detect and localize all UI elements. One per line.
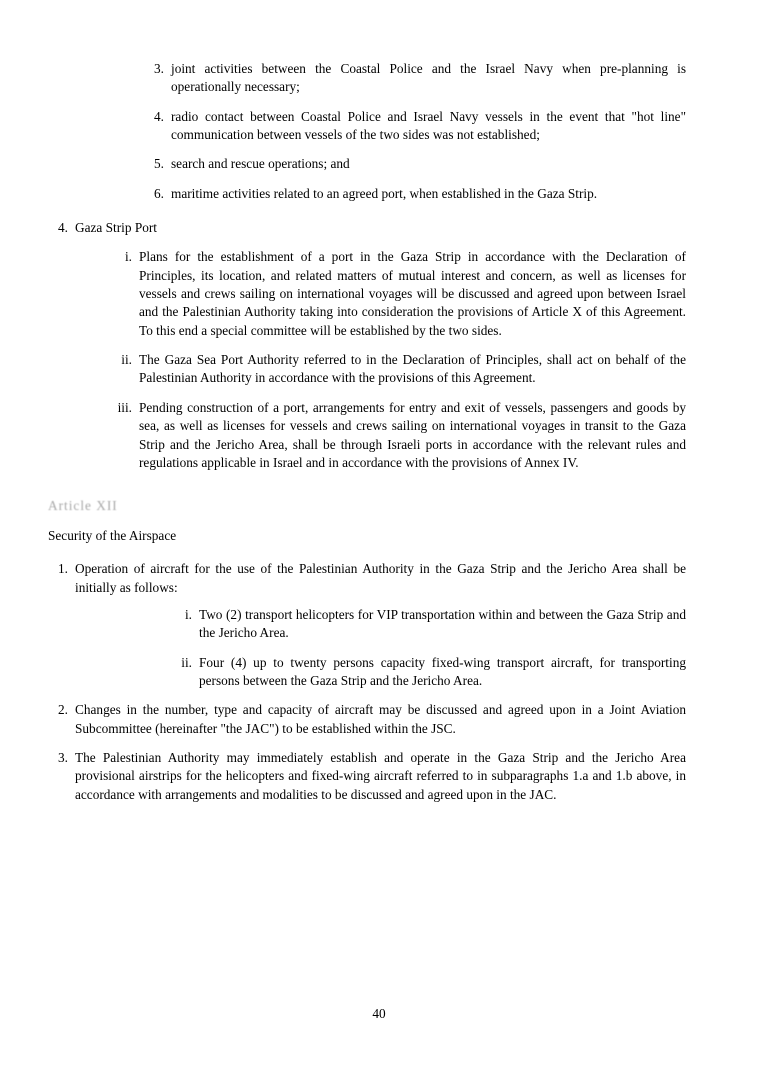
list-marker: ii. [181, 654, 192, 670]
list-marker: 2. [58, 702, 68, 718]
list-text: The Palestinian Authority may immediately establish and operate in the Gaza Strip and the Jericho Area provisional airstrips for the helicopters and fixed-wing aircraft referred to in subparagraphs 1.a and 1.b above, in accordance with arrangements and modalities to be discussed and agreed upon in the JAC. [75, 749, 686, 802]
list-marker: 4. [154, 108, 164, 124]
list-text: Plans for the establishment of a port in the Gaza Strip in accordance with the Declaration of Principles, its location, and related matters of mutual interest and concern, as well as licenses for vessels and crews sailing on international voyages will be discussed and agreed upon between Israel and the Palestinian Authority taking into consideration the provisions of Article X of this Agreement. To this end a special committee will be established by the two sides. [139, 249, 686, 338]
list-item [48, 560, 686, 597]
list-item [106, 248, 686, 340]
list-text: The Gaza Sea Port Authority referred to in the Declaration of Principles, shall act on behalf of the Palestinian Authority in accordance with the provisions of this Agreement. [139, 352, 686, 386]
gaza-port-heading [48, 219, 686, 237]
list-marker: 6. [154, 185, 164, 201]
list-item [144, 155, 686, 173]
list-text: joint activities between the Coastal Police and the Israel Navy when pre-planning is operationally necessary; [171, 61, 686, 95]
list-item [168, 654, 686, 691]
list-marker: iii. [117, 399, 132, 415]
list-text: radio contact between Coastal Police and Israel Navy vessels in the event that "hot line" communication between vessels of the two sides was not established; [171, 108, 686, 143]
list-text: maritime activities related to an agreed port, when established in the Gaza Strip. [171, 185, 598, 201]
list-item [144, 60, 686, 97]
list-item [144, 185, 686, 203]
list-item [168, 606, 686, 643]
list-marker: 3. [154, 61, 164, 76]
list-marker: ii. [121, 352, 132, 368]
list-item [48, 749, 686, 804]
list-marker: 4. [58, 220, 68, 236]
gaza-port-title: Gaza Strip Port [75, 220, 157, 236]
list-marker: i. [184, 606, 192, 622]
list-marker: 3. [58, 749, 68, 765]
section-title: Security of the Airspace [48, 528, 177, 544]
list-text: Four (4) up to twenty persons capacity fixed-wing transport aircraft, for transporting persons between the Gaza Strip and the Jericho Area. [199, 654, 686, 688]
list-marker: i. [124, 249, 132, 265]
list-text: Operation of aircraft for the use of the Palestinian Authority in the Gaza Strip and the Jericho Area shall be initially as follows: [75, 561, 686, 595]
list-text: search and rescue operations; and [171, 156, 350, 172]
list-text: Changes in the number, type and capacity of aircraft may be discussed and agreed upon in a Joint Aviation Subcommittee (hereinafter "the JAC") to be established within the JSC. [75, 702, 686, 736]
article-heading: Article XII [48, 498, 118, 514]
list-text: Two (2) transport helicopters for VIP transportation within and between the Gaza Strip and the Jericho Area. [199, 606, 686, 641]
list-item [106, 399, 686, 472]
list-item [144, 108, 686, 145]
list-item [48, 701, 686, 738]
list-item [106, 351, 686, 388]
list-marker: 1. [58, 561, 68, 577]
page-number: 40 [372, 1006, 386, 1021]
list-text: Pending construction of a port, arrangements for entry and exit of vessels, passengers and goods by sea, as well as licenses for vessels and crews sailing on international voyages in transit to the Gaza Strip and the Jericho Area, shall be through Israeli ports in accordance with the relevant rules and regulations applicable in Israel and in accordance with the provisions of Annex IV. [139, 399, 686, 470]
list-marker: 5. [154, 156, 164, 172]
